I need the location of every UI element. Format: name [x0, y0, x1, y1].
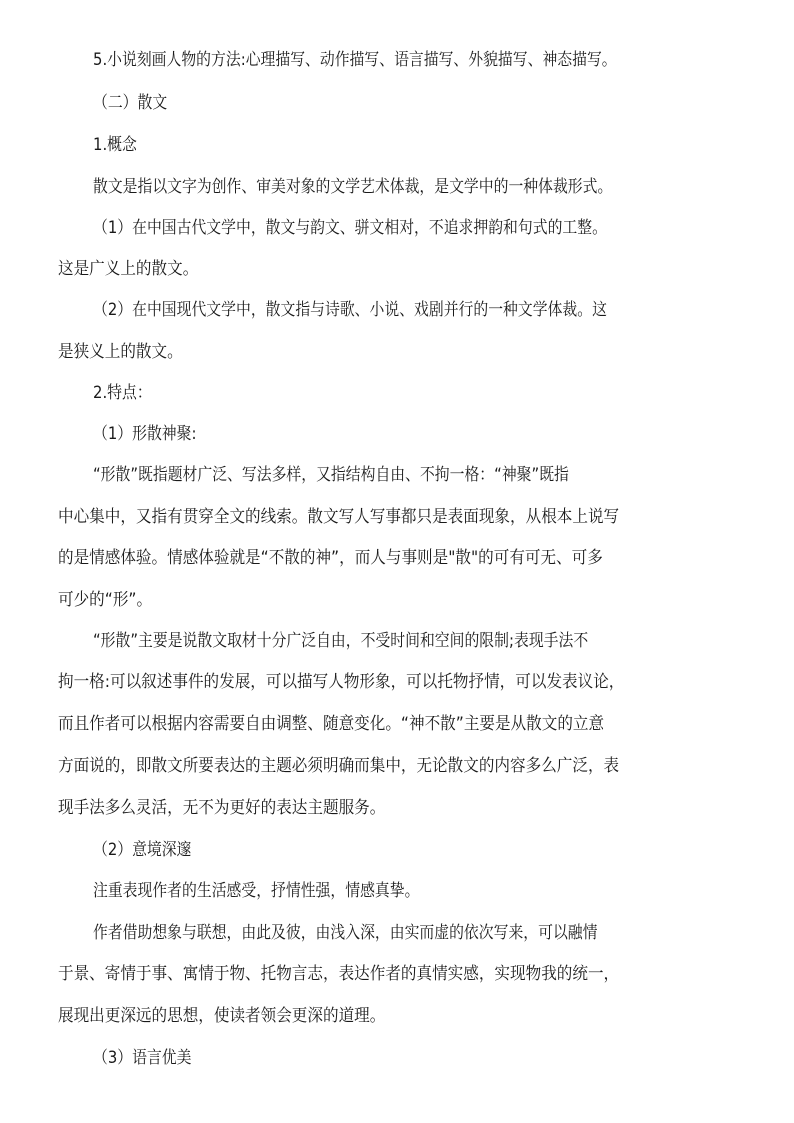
text-line-23: 于景、寄情于事、寓情于物、托物言志，表达作者的真情实感，实现物我的统一，	[58, 964, 620, 984]
text-line-12: 中心集中，又指有贯穿全文的线索。散文写人写事都只是表面现象，从根本上说写	[58, 507, 620, 527]
text-line-11: “形散”既指题材广泛、写法多样，又指结构自由、不拘一格：“神聚”既指	[93, 465, 569, 485]
text-line-6: 这是广义上的散文。	[58, 259, 199, 279]
text-line-25: （3）语言优美	[93, 1048, 192, 1068]
text-line-22: 作者借助想象与联想，由此及彼，由浅入深，由实而虚的依次写来，可以融情	[93, 923, 598, 943]
text-line-17: 而且作者可以根据内容需要自由调整、随意变化。“神不散”主要是从散文的立意	[58, 714, 605, 734]
subheading-features: 2.特点：	[93, 383, 152, 403]
text-line-1: 5.小说刻画人物的方法:心理描写、动作描写、语言描写、外貌描写、神态描写。	[93, 50, 617, 70]
text-line-4: 散文是指以文字为创作、审美对象的文学艺术体裁，是文学中的一种体裁形式。	[93, 177, 613, 197]
text-line-13: 的是情感体验。情感体验就是“不散的神”，而人与事则是"散"的可有可无、可多	[58, 548, 603, 568]
text-line-20: （2）意境深邃	[93, 840, 192, 860]
text-line-10: （1）形散神聚:	[93, 424, 197, 444]
section-heading-prose: （二）散文	[93, 93, 168, 113]
subheading-concept: 1.概念	[93, 135, 137, 155]
text-line-21: 注重表现作者的生活感受，抒情性强，情感真挚。	[93, 881, 420, 901]
text-line-14: 可少的“形”。	[58, 590, 153, 610]
text-line-24: 展现出更深远的思想，使读者领会更深的道理。	[58, 1006, 386, 1026]
text-line-5: （1）在中国古代文学中，散文与韵文、骈文相对，不追求押韵和句式的工整。	[93, 218, 607, 238]
text-line-18: 方面说的，即散文所要表达的主题必须明确而集中，无论散文的内容多么广泛，表	[58, 756, 620, 776]
text-line-8: 是狭义上的散文。	[58, 342, 183, 362]
text-line-7: （2）在中国现代文学中，散文指与诗歌、小说、戏剧并行的一种文学体裁。这	[93, 300, 607, 320]
text-line-16: 拘一格:可以叙述事件的发展，可以描写人物形象，可以托物抒情，可以发表议论，	[58, 672, 625, 692]
text-line-15: “形散”主要是说散文取材十分广泛自由，不受时间和空间的限制;表现手法不	[93, 631, 589, 651]
text-line-19: 现手法多么灵活，无不为更好的表达主题服务。	[58, 798, 386, 818]
